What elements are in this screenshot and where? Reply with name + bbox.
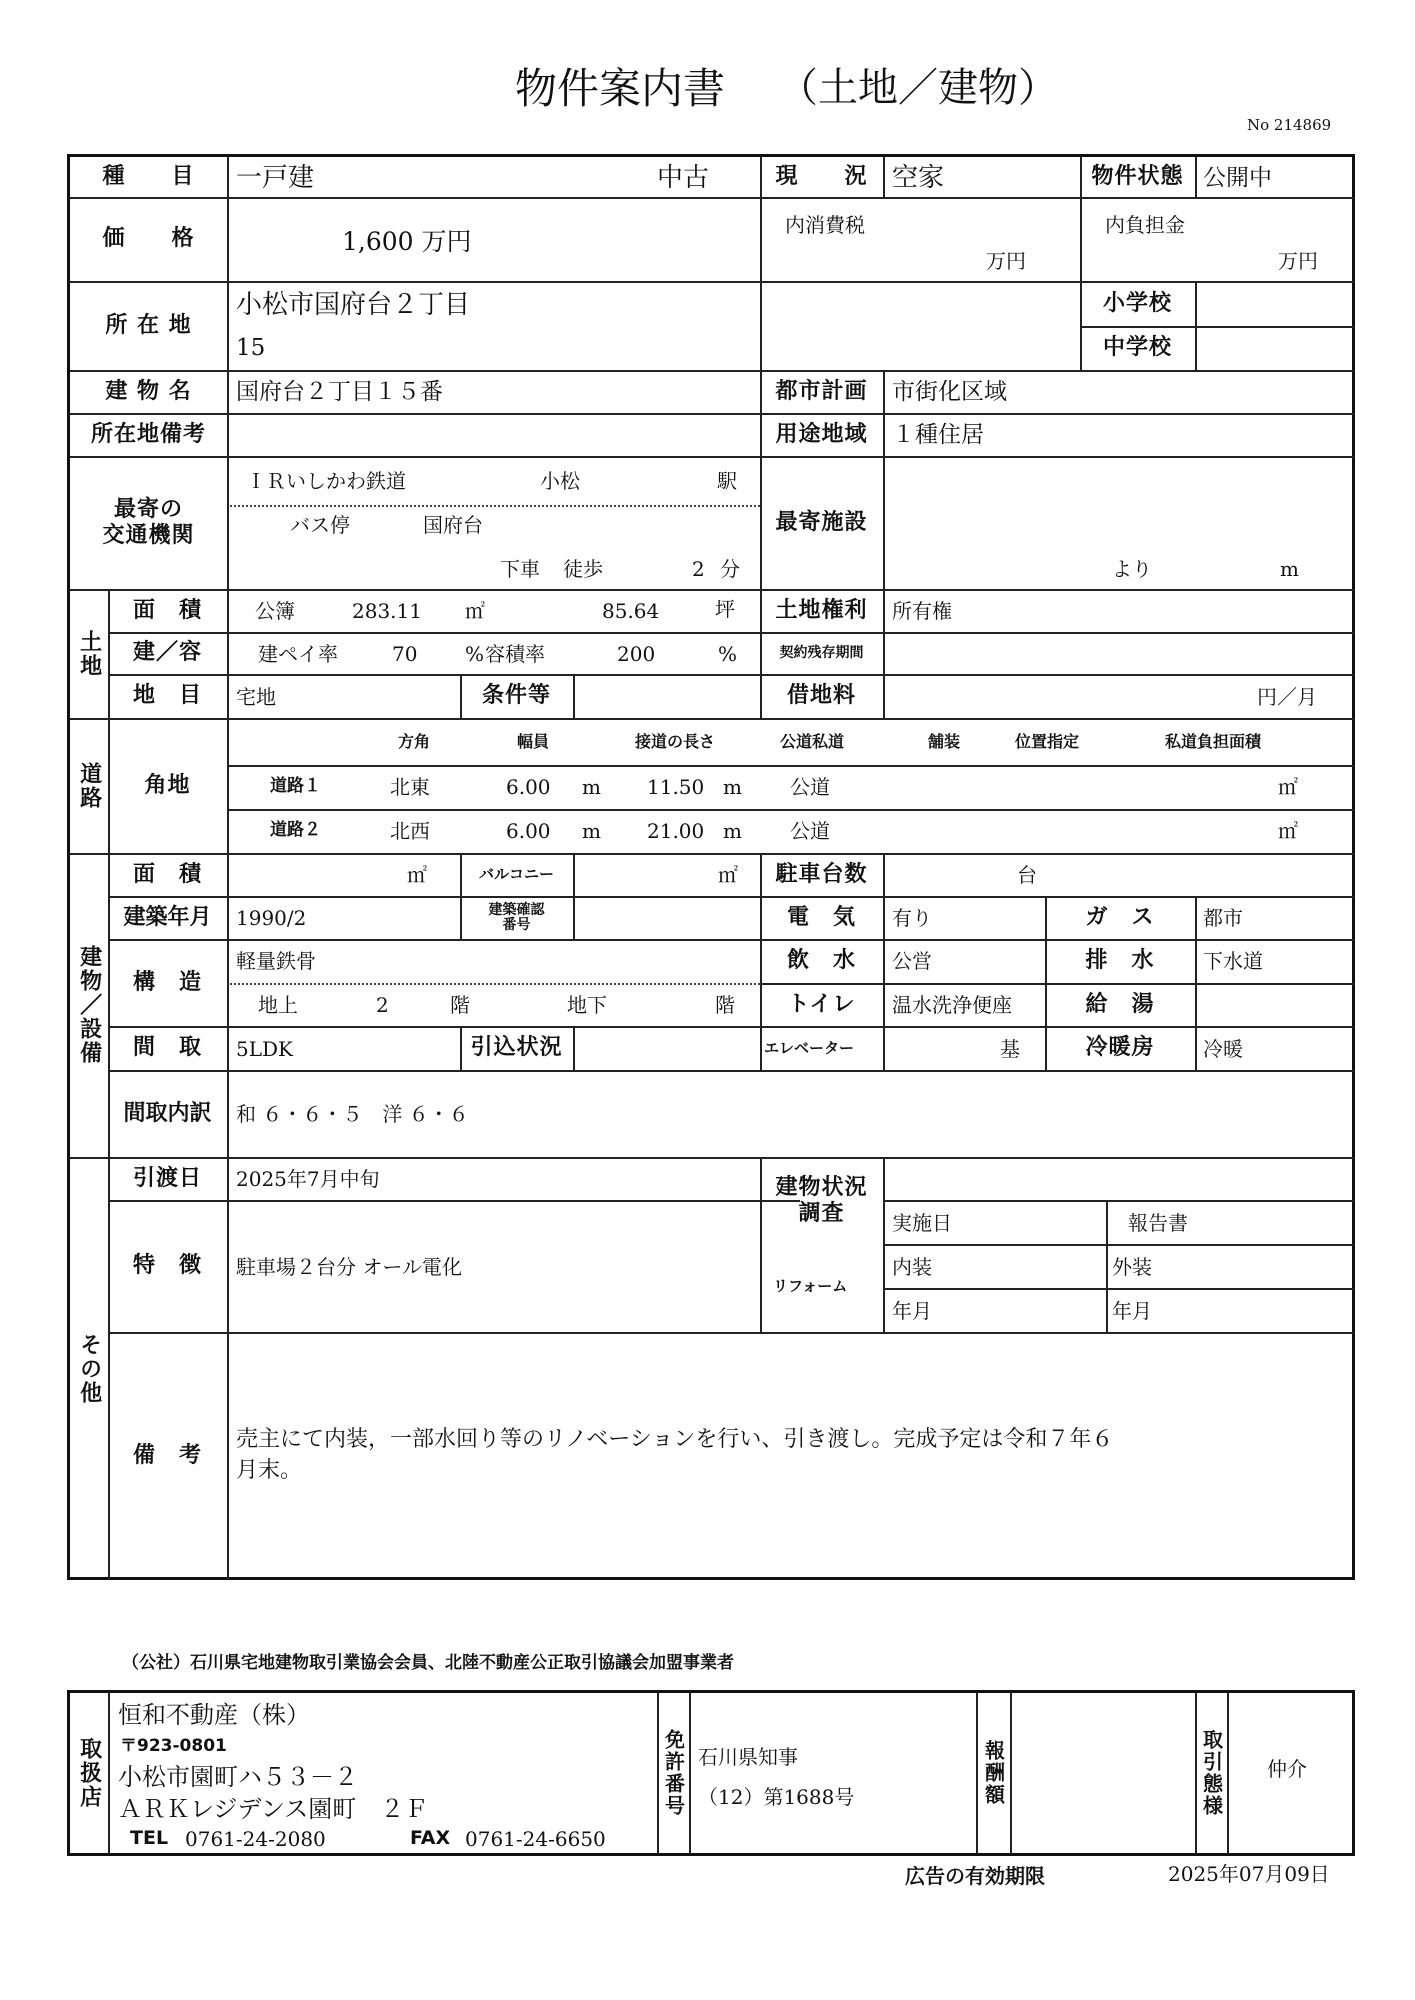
type-condition: 中古 [657, 163, 710, 193]
balcony-label: バルコニー [478, 864, 554, 883]
lease-fee-unit: 円／月 [1257, 685, 1317, 709]
road-header-length: 接道の長さ [635, 732, 716, 751]
transport-line: ＩＲいしかわ鉄道 [246, 469, 406, 493]
water-value: 公営 [892, 949, 932, 973]
road1-length-unit: m [723, 775, 742, 799]
rooms-value: 和 ６・６・５ 洋 ６・６ [236, 1102, 469, 1126]
junior-school-label: 中学校 [1102, 335, 1172, 361]
gas-value: 都市 [1203, 906, 1243, 930]
power-label: 電 気 [786, 904, 856, 930]
ratio-label: 建／容 [132, 640, 202, 666]
building-area-label: 面 積 [132, 861, 202, 887]
built-value: 1990/2 [236, 906, 307, 930]
ac-value: 冷暖 [1203, 1037, 1243, 1061]
notes-line2: 月末。 [236, 1458, 303, 1483]
reform-exterior-date: 年月 [1112, 1299, 1152, 1323]
walk-label: 徒歩 [563, 557, 603, 581]
features-value: 駐車場２台分 オール電化 [236, 1255, 462, 1279]
facility-from: より [1112, 557, 1152, 581]
status-value: 空家 [892, 163, 945, 193]
land-area-label: 面 積 [132, 597, 202, 623]
road-group-label: 道路 [76, 761, 102, 810]
transport-station-suffix: 駅 [717, 469, 737, 493]
land-conditions-label: 条件等 [481, 683, 551, 709]
location-line1: 小松市国府台２丁目 [236, 290, 471, 320]
other-group-label: その他 [76, 1332, 102, 1405]
walk-minutes-unit: 分 [720, 557, 740, 581]
use-zone-label: 用途地域 [775, 421, 868, 447]
road-header-width: 幅員 [517, 732, 550, 751]
road1-length: 11.50 [647, 775, 705, 799]
land-rights-label: 土地権利 [775, 597, 868, 623]
land-tsubo: 85.64 [602, 599, 660, 623]
water-label: 飲 水 [786, 948, 856, 974]
price-value: 1,600 万円 [342, 227, 472, 256]
road1-width-unit: m [582, 775, 601, 799]
fee-label: 報酬額 [981, 1740, 1006, 1806]
move-status-label: 引込状況 [470, 1035, 563, 1061]
facility-unit: m [1280, 557, 1299, 581]
tax-label: 内消費税 [785, 213, 865, 237]
features-label: 特 徴 [132, 1253, 202, 1279]
floor-unit-below: 階 [715, 993, 735, 1017]
floors-above-label: 地上 [258, 993, 298, 1017]
drain-label: 排 水 [1085, 948, 1155, 974]
structure-label: 構 造 [132, 969, 202, 995]
listing-value: 公開中 [1203, 165, 1272, 191]
ad-valid-label: 広告の有効期限 [905, 1864, 1045, 1888]
notes-line1: 売主にて内装，一部水回り等のリノベーションを行い、引き渡し。完成予定は令和７年６ [236, 1427, 1114, 1452]
reform-exterior-label: 外装 [1112, 1255, 1152, 1279]
balcony-unit: ㎡ [718, 863, 738, 887]
burden-label: 内負担金 [1105, 213, 1185, 237]
agent-fax-label: FAX [410, 1827, 451, 1849]
building-name-value: 国府台２丁目１５番 [236, 379, 443, 405]
reform-interior-label: 内装 [892, 1255, 932, 1279]
tax-unit: 万円 [986, 249, 1026, 273]
agent-label: 取扱店 [76, 1737, 102, 1809]
road-header-paving: 舗装 [928, 732, 961, 751]
rooms-label: 間取内訳 [123, 1100, 212, 1126]
corner-lot-label: 角地 [144, 772, 191, 798]
notes-label: 備 考 [132, 1443, 202, 1469]
elevator-unit: 基 [1000, 1037, 1020, 1061]
building-area-unit: ㎡ [407, 863, 427, 887]
road2-kind: 公道 [790, 819, 830, 843]
land-category-label: 地 目 [132, 683, 202, 709]
transaction-mode-value: 仲介 [1267, 1757, 1307, 1781]
land-tsubo-unit: 坪 [715, 597, 735, 621]
agent-address1: 小松市園町ハ５３－２ [118, 1763, 358, 1791]
road2-unit: ㎡ [1278, 819, 1298, 843]
facility-label: 最寄施設 [775, 509, 868, 535]
alight-label: 下車 [500, 557, 540, 581]
coverage-label: 建ペイ率 [258, 642, 338, 666]
road1-unit: ㎡ [1278, 775, 1298, 799]
road1-kind: 公道 [790, 775, 830, 799]
document-subtitle: （土地／建物） [778, 65, 1058, 111]
license-line2: （12）第1688号 [698, 1785, 855, 1809]
building-name-label: 建 物 名 [105, 378, 192, 404]
road-header-direction: 方角 [398, 732, 431, 751]
land-sqm: 283.11 [352, 599, 422, 623]
ac-label: 冷暖房 [1085, 1035, 1155, 1061]
floors-above: 2 [376, 993, 389, 1017]
road2-direction: 北西 [390, 819, 430, 843]
walk-minutes: 2 [692, 557, 705, 581]
far-value: 200 [617, 642, 656, 666]
association-note: （公社）石川県宅地建物取引業協会会員、北陸不動産公正取引協議会加盟事業者 [122, 1653, 734, 1673]
agent-address2: ＡＲＫレジデンス園町 ２Ｆ [118, 1795, 429, 1823]
road1-name: 道路１ [270, 776, 321, 796]
road2-width-unit: m [582, 819, 601, 843]
parking-label: 駐車台数 [775, 861, 868, 887]
floor-unit-above: 階 [450, 993, 470, 1017]
coverage-value: 70 [392, 642, 418, 666]
inspection-label: 建物状況 調査 [775, 1175, 868, 1226]
delivery-value: 2025年7月中旬 [236, 1167, 380, 1191]
transaction-mode-label: 取引態様 [1199, 1729, 1224, 1817]
far-pct: % [718, 642, 738, 666]
type-value: 一戸建 [236, 163, 315, 193]
license-label: 免許番号 [661, 1729, 686, 1817]
road2-length-unit: m [723, 819, 742, 843]
agent-box [67, 1690, 1355, 1856]
agent-fax: 0761-24-6650 [465, 1827, 606, 1851]
agent-name: 恒和不動産（株） [118, 1701, 310, 1729]
contract-remaining-label: 契約残存期間 [779, 644, 864, 661]
location-note-label: 所在地備考 [90, 421, 206, 447]
road2-width: 6.00 [506, 819, 551, 843]
toilet-value: 温水洗浄便座 [892, 993, 1012, 1017]
use-zone-value: １種住居 [892, 422, 984, 448]
road-header-designated: 位置指定 [1015, 732, 1080, 751]
parking-unit: 台 [1017, 863, 1037, 887]
agent-tel-label: TEL [130, 1827, 169, 1849]
drain-value: 下水道 [1203, 949, 1263, 973]
gas-label: ガ ス [1085, 904, 1155, 930]
layout-label: 間 取 [132, 1035, 202, 1061]
location-line2: 15 [236, 335, 266, 361]
land-sqm-unit: ㎡ [465, 599, 485, 623]
property-sheet [67, 154, 1355, 1580]
road-header-public: 公道私道 [780, 732, 845, 751]
city-plan-label: 都市計画 [775, 378, 868, 404]
coverage-pct: % [465, 642, 485, 666]
structure-value: 軽量鉄骨 [236, 949, 316, 973]
built-label: 建築年月 [123, 904, 212, 930]
road2-name: 道路２ [270, 820, 321, 840]
document-number: No 214869 [1247, 116, 1332, 134]
transport-label: 最寄の 交通機関 [102, 497, 195, 548]
burden-unit: 万円 [1278, 249, 1318, 273]
building-group-label: 建物／設備 [76, 945, 102, 1065]
transport-station: 小松 [540, 469, 580, 493]
toilet-label: トイレ [787, 991, 856, 1017]
land-registry: 公簿 [255, 599, 295, 623]
far-label: 容積率 [485, 642, 545, 666]
road1-direction: 北東 [390, 775, 430, 799]
floors-below-label: 地下 [567, 993, 607, 1017]
building-confirm-label: 建築確認 番号 [488, 901, 545, 933]
listing-label: 物件状態 [1091, 164, 1184, 190]
price-label: 価 格 [102, 226, 195, 252]
land-rights-value: 所有権 [892, 599, 952, 623]
bus-stop-name: 国府台 [423, 513, 483, 537]
type-label: 種 目 [102, 164, 195, 190]
location-label: 所 在 地 [105, 312, 192, 338]
land-group-label: 土地 [76, 629, 102, 678]
document-title: 物件案内書 [515, 64, 726, 113]
power-value: 有り [892, 906, 932, 930]
reform-label: リフォーム [773, 1277, 848, 1295]
road-header-burden: 私道負担面積 [1165, 732, 1262, 751]
reform-interior-date: 年月 [892, 1299, 932, 1323]
layout-value: 5LDK [236, 1037, 293, 1061]
road2-length: 21.00 [647, 819, 705, 843]
agent-tel: 0761-24-2080 [185, 1827, 326, 1851]
hot-water-label: 給 湯 [1085, 991, 1155, 1017]
status-label: 現 況 [775, 164, 868, 190]
land-category-value: 宅地 [236, 685, 276, 709]
lease-fee-label: 借地料 [786, 683, 856, 709]
city-plan-value: 市街化区域 [892, 379, 1007, 405]
inspection-date-label: 実施日 [892, 1211, 952, 1235]
elementary-school-label: 小学校 [1102, 290, 1172, 316]
bus-stop-label: バス停 [290, 513, 350, 537]
delivery-label: 引渡日 [132, 1165, 202, 1191]
license-line1: 石川県知事 [698, 1745, 798, 1769]
elevator-label: エレベーター [764, 1039, 855, 1057]
inspection-report-label: 報告書 [1128, 1211, 1188, 1235]
ad-valid-date: 2025年07月09日 [1168, 1862, 1330, 1886]
road1-width: 6.00 [506, 775, 551, 799]
agent-zip: 〒923-0801 [120, 1736, 227, 1756]
